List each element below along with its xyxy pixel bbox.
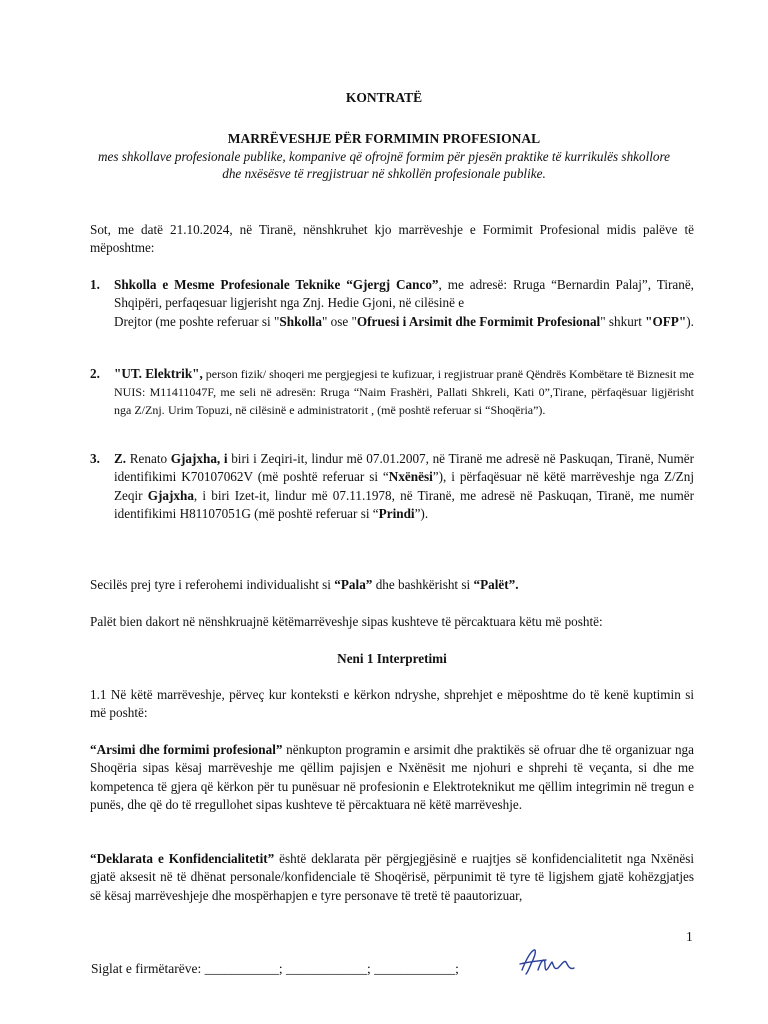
party-reference: Shkolla — [279, 313, 322, 329]
party-representative: Urim Topuzi — [167, 403, 230, 417]
party-description: ”), i përfaqësuar në këtë marrëveshje nga Z/Znj Zeqir — [114, 469, 694, 503]
agreement-heading: MARRËVESHJE PËR FORMIMIN PROFESIONAL — [227, 131, 541, 146]
party-text — [114, 365, 694, 419]
party-text — [114, 276, 694, 331]
party-number: 3. — [90, 451, 100, 466]
party-description: , në cilësinë e administratorit , (më poshtë referuar si “Shoqëria”). — [229, 403, 546, 417]
agreement-subtitle: mes shkollave profesionale publike, kompanive që ofrojnë formim për pjesën praktike të kurrikulës shkollore dhe nxësësve të rregjistruar në shkollën profesionale publike. — [97, 149, 671, 181]
party-description: ). — [686, 313, 694, 329]
party-reference: Ofruesi i Arsimit dhe Formimit Profesional — [356, 313, 601, 329]
party-name: "UT. Elektrik", — [114, 366, 203, 381]
intro-paragraph: Sot, me datë 21.10.2024, në Tiranë, nënshkruhet kjo marrëveshje e Formimit Profesional midis palëve të mëposhtme: — [90, 222, 694, 256]
party-reference: Prindi — [378, 505, 415, 521]
party-description: biri i Zeqiri-it, lindur më 07.01.2007, në Tiranë me adresë në Paskuqan, Tiranë, Numër identifikimi K70107062V (më poshtë referuar si “ — [114, 451, 695, 485]
party-reference: "OFP" — [645, 313, 687, 329]
signatures-footer: Siglat e firmëtarëve: ___________; ____________; ____________; — [91, 961, 459, 976]
party-number: 1. — [90, 277, 100, 292]
collective-paragraph — [90, 576, 694, 594]
party-name: Gjajxha — [147, 487, 194, 503]
party-name: Gjajxha, i — [170, 451, 228, 466]
definition-text: nënkupton programin e arsimit dhe praktikës së ofruar dhe të organizuar nga Shoqëria sipas kësaj marrëveshje me qëllim pajisjen e Nxënësit me njohuri e shprehi të veçanta, si dhe me kompetenca të gjera që kërkon për tu punësuar në profesionin e Elektroteknikut me qëllim integrimin në tregun e punës, dhe që do të rregullohet sipas kushteve të përcaktuara në këtë marrëveshje. — [90, 742, 694, 812]
party-description: ”). — [414, 505, 429, 521]
definition-confidentiality — [90, 850, 694, 905]
party-description: person fizik/ shoqeri me pergjegjesi te kufizuar, i regjistruar pranë Qëndrës Kombëtare të Biznesit me NUIS: M11411047F, me seli në adresën: Rruga “Naim Frashëri, Pallati Shkreli, Kati 0”,Tirane, përfaqësuar ligjërisht nga Z/Znj. — [114, 367, 694, 417]
party-student — [90, 450, 694, 523]
definition-term: “Deklarata e Konfidencialitetit” — [90, 851, 275, 866]
party-description: , i biri Izet-it, lindur më 07.11.1978, në Tiranë, me adresë në Paskuqan, Tiranë, me numër identifikimi H81107051G (më poshtë referuar si “ — [114, 487, 695, 521]
party-name: Z. — [114, 451, 127, 466]
party-school — [90, 276, 694, 331]
collective-term: “Pala” — [334, 577, 373, 592]
page-number: 1 — [686, 929, 693, 944]
party-reference: Nxënësi — [388, 469, 433, 485]
handwritten-signature — [516, 946, 578, 978]
party-number: 2. — [90, 366, 100, 381]
party-description: Renato — [126, 451, 171, 466]
party-description: " shkurt — [600, 313, 642, 329]
party-text — [114, 450, 694, 523]
definition-term: “Arsimi dhe formimi profesional” — [90, 742, 283, 757]
contract-title: KONTRATË — [345, 90, 423, 105]
definition-vocational-education — [90, 741, 694, 814]
definition-text: është deklarata për përgjegjësinë e ruajtjes së konfidencialitetit nga Nxënësi gjatë aksesit në të dhënat personale/konfidenciale të Shoqërisë, përpunimit të tyre të ligjshem gjatë kohëzgjatjes së kësaj marrëveshjeje dhe mospërhapjen e tyre personave të tretë të paautorizuar, — [90, 851, 694, 903]
party-description: Drejtor (me poshte referuar si " — [114, 313, 280, 329]
collective-term: “Palët”. — [473, 577, 519, 592]
agreement-paragraph: Palët bien dakort në nënshkruajnë këtëmarrëveshje sipas kushteve të përcaktuara këtu më poshtë: — [90, 614, 603, 629]
party-description: , me adresë: Rruga “Bernardin Palaj”, Tiranë, Shqipëri, perfaqesuar ligjerisht nga Znj. Hedie Gjoni, në cilësinë e — [114, 277, 694, 311]
collective-text: dhe bashkërisht si — [372, 577, 474, 592]
party-company — [90, 365, 694, 419]
collective-text: Secilës prej tyre i referohemi individualisht si — [90, 577, 335, 592]
party-name: Shkolla e Mesme Profesionale Teknike “Gjergj Canco” — [114, 277, 439, 292]
article-paragraph-1: 1.1 Në këtë marrëveshje, përveç kur konteksti e kërkon ndryshe, shprehjet e mëposhtme do të kenë kuptimin si më poshtë: — [90, 687, 694, 721]
article-heading: Neni 1 Interpretimi — [337, 651, 447, 666]
party-description: " ose " — [321, 313, 357, 329]
